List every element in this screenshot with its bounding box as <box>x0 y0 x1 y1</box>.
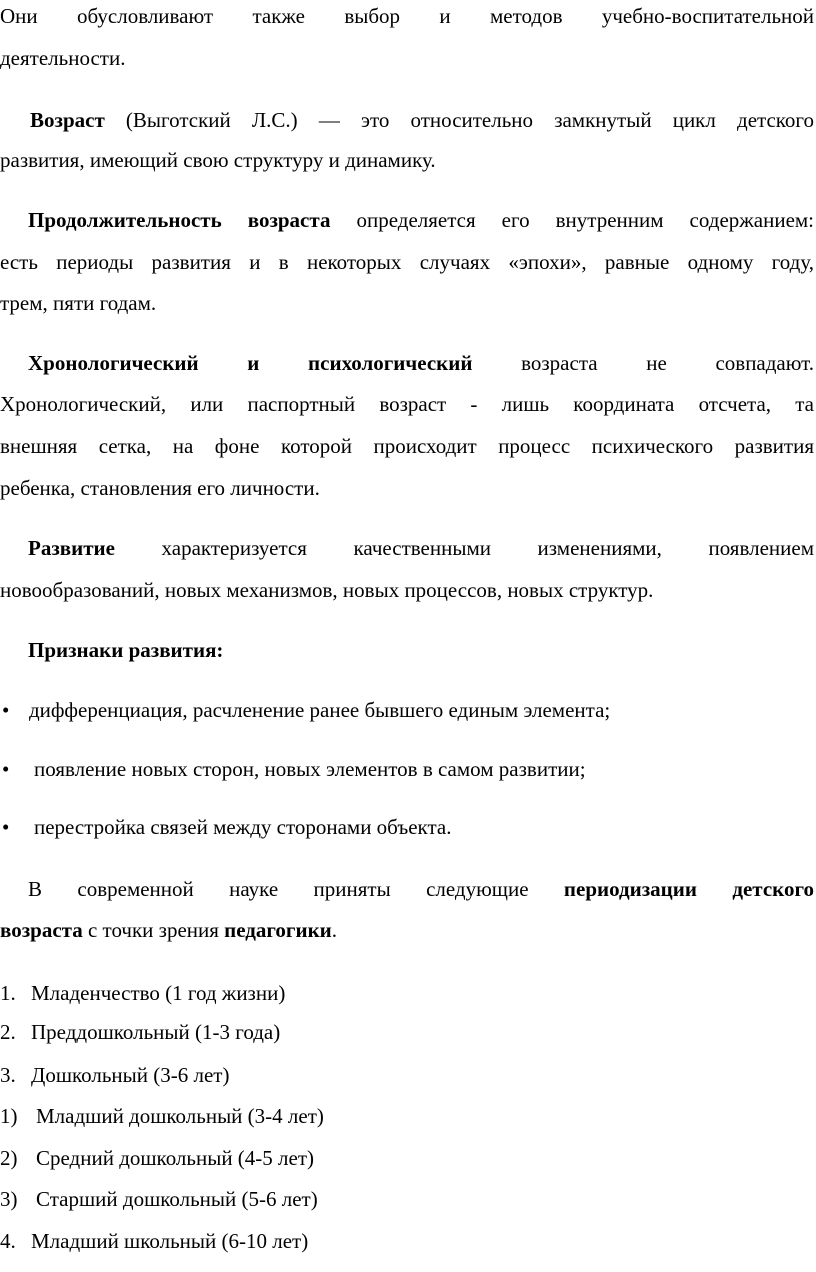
bullet-text: перестройка связей между сторонами объекта. <box>34 815 452 839</box>
list-item <box>0 1189 816 1213</box>
p1-line1: Они обусловливают также выбор и методов учебно-воспитательной <box>0 4 814 28</box>
p4-word-not: не <box>646 351 667 375</box>
list-marker: 3. <box>0 1063 16 1087</box>
p6-line1: В современной науке приняты следующие периодизации детского <box>28 877 815 901</box>
list-item <box>0 1106 816 1130</box>
p4-line1 <box>0 353 814 374</box>
list-marker: 1) <box>0 1104 18 1128</box>
list-marker: 2. <box>0 1020 16 1044</box>
bullet-item <box>0 759 816 783</box>
p2-line1-rest: (Выготский Л.С.) — это относительно замкнутый цикл детского <box>125 108 815 132</box>
list-marker: 2) <box>0 1146 18 1170</box>
list-item <box>0 1148 816 1172</box>
list-text: Преддошкольный (1-3 года) <box>31 1020 281 1044</box>
term-age: возраста <box>0 918 83 942</box>
p3-line1 <box>0 210 814 231</box>
term-development: Развитие <box>28 536 115 560</box>
p4-line2: Хронологический, или паспортный возраст - лишь координата отсчета, та <box>0 392 814 416</box>
list-item <box>0 1065 816 1089</box>
bullet-marker: • <box>2 757 10 781</box>
list-text: Средний дошкольный (4-5 лет) <box>36 1146 315 1170</box>
term-duration: Продолжительность возраста <box>28 208 331 232</box>
term-pedagogy: педагогики <box>224 918 332 942</box>
term-and: и <box>247 351 260 375</box>
p5-line1 <box>0 538 814 559</box>
term-periodization: периодизации <box>563 877 697 901</box>
p4-line3: внешняя сетка, на фоне которой происходит процесс психического развития <box>0 434 814 458</box>
bullet-text: появление новых сторон, новых элементов в самом развитии; <box>34 757 586 781</box>
p5-line1-rest: характеризуется качественными изменениями, появлением <box>161 536 814 560</box>
term-chronological: Хронологический <box>28 351 199 375</box>
p3-line1-rest: определяется его внутренним содержанием: <box>356 208 815 232</box>
p6-line2: возраста с точки зрения педагогики. <box>0 918 338 942</box>
term-vozrast: Возраст <box>30 108 105 132</box>
p3-line2: есть периоды развития и в некоторых случаях «эпохи», равные одному году, <box>0 250 814 274</box>
p5-line2: новообразований, новых механизмов, новых процессов, новых структур. <box>0 578 654 602</box>
list-marker: 1. <box>0 981 16 1005</box>
bullet-marker: • <box>2 698 10 722</box>
list-text: Младший школьный (6-10 лет) <box>31 1229 309 1253</box>
term-child: детского <box>732 877 815 901</box>
bullet-marker: • <box>2 815 10 839</box>
signs-heading: Признаки развития: <box>28 638 224 662</box>
bullet-item <box>0 817 816 841</box>
p2-line2: развития, имеющий свою структуру и динамику. <box>0 148 436 172</box>
list-marker: 3) <box>0 1187 18 1211</box>
list-item <box>0 983 816 1007</box>
list-item <box>0 1022 816 1046</box>
list-item <box>0 1231 816 1255</box>
p4-line4: ребенка, становления его личности. <box>0 476 320 500</box>
p2-line1 <box>0 110 814 131</box>
list-text: Дошкольный (3-6 лет) <box>31 1063 230 1087</box>
p4-word-age: возраста <box>521 351 598 375</box>
list-marker: 4. <box>0 1229 16 1253</box>
bullet-item <box>0 700 816 724</box>
list-text: Младенчество (1 год жизни) <box>31 981 286 1005</box>
p1-line2: деятельности. <box>0 46 126 70</box>
list-text: Младший дошкольный (3-4 лет) <box>36 1104 324 1128</box>
p4-word-coincide: совпадают. <box>715 351 815 375</box>
term-psychological: психологический <box>308 351 473 375</box>
bullet-text: дифференциация, расчленение ранее бывшего единым элемента; <box>29 698 611 722</box>
p3-line3: трем, пяти годам. <box>0 291 157 315</box>
list-text: Старший дошкольный (5-6 лет) <box>36 1187 318 1211</box>
